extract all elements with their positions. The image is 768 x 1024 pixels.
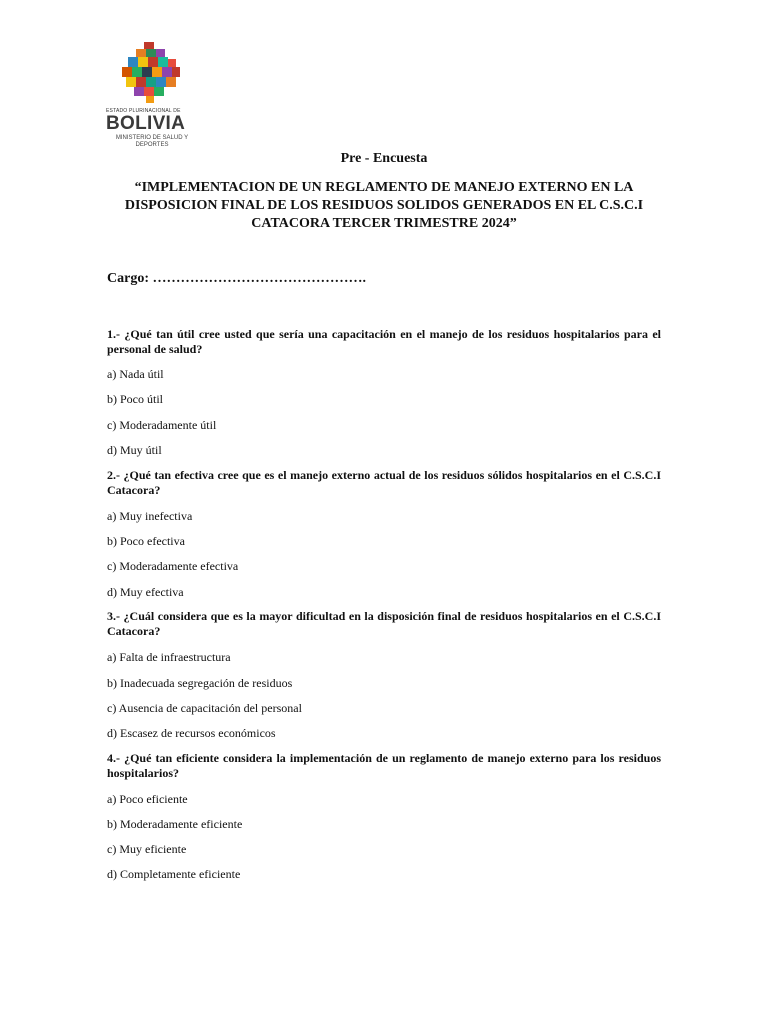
- document-title: “IMPLEMENTACION DE UN REGLAMENTO DE MANEJO EXTERNO EN LA DISPOSICION FINAL DE LOS RESIDUOS SOLIDOS GENERADOS EN EL C.S.C.I CATACORA TERCER TRIMESTRE 2024”: [124, 180, 644, 231]
- question-2-option-a[interactable]: a) Muy inefectiva: [107, 509, 193, 523]
- logo-ministry-name: MINISTERIO DE SALUD Y DEPORTES: [115, 135, 189, 148]
- question-1-option-a[interactable]: a) Nada útil: [107, 367, 164, 381]
- question-2-option-b[interactable]: b) Poco efectiva: [107, 534, 185, 548]
- question-1: 1.- ¿Qué tan útil cree usted que sería una capacitación en el manejo de los residuos hospitalarios para el personal de salud?: [107, 327, 661, 356]
- cargo-field[interactable]: Cargo: ……………………………………….: [107, 271, 366, 286]
- question-1-option-c[interactable]: c) Moderadamente útil: [107, 418, 217, 432]
- question-3-option-b[interactable]: b) Inadecuada segregación de residuos: [107, 676, 293, 690]
- bolivia-emblem-icon: [114, 42, 186, 104]
- question-3: 3.- ¿Cuál considera que es la mayor dificultad en la disposición final de residuos hospitalarios en el C.S.C.I Catacora?: [107, 609, 661, 638]
- logo-small-text: ESTADO PLURINACIONAL DE: [106, 108, 181, 114]
- question-4-option-a[interactable]: a) Poco eficiente: [107, 792, 188, 806]
- question-3-option-a[interactable]: a) Falta de infraestructura: [107, 650, 231, 664]
- question-2-option-d[interactable]: d) Muy efectiva: [107, 585, 184, 599]
- question-1-option-b[interactable]: b) Poco útil: [107, 392, 163, 406]
- question-3-option-d[interactable]: d) Escasez de recursos económicos: [107, 726, 276, 740]
- question-4-option-b[interactable]: b) Moderadamente eficiente: [107, 817, 243, 831]
- question-2-option-c[interactable]: c) Moderadamente efectiva: [107, 559, 239, 573]
- question-2: 2.- ¿Qué tan efectiva cree que es el manejo externo actual de los residuos sólidos hospitalarios en el C.S.C.I Catacora?: [107, 468, 661, 497]
- question-4: 4.- ¿Qué tan eficiente considera la implementación de un reglamento de manejo externo para los residuos hospitalarios?: [107, 751, 661, 780]
- ministry-logo: [100, 42, 200, 154]
- question-3-option-c[interactable]: c) Ausencia de capacitación del personal: [107, 701, 302, 715]
- logo-country-name: BOLIVIA: [106, 113, 186, 134]
- question-1-option-d[interactable]: d) Muy útil: [107, 443, 162, 457]
- question-4-option-d[interactable]: d) Completamente eficiente: [107, 867, 241, 881]
- question-4-option-c[interactable]: c) Muy eficiente: [107, 842, 187, 856]
- document-subtitle: Pre - Encuesta: [340, 151, 428, 166]
